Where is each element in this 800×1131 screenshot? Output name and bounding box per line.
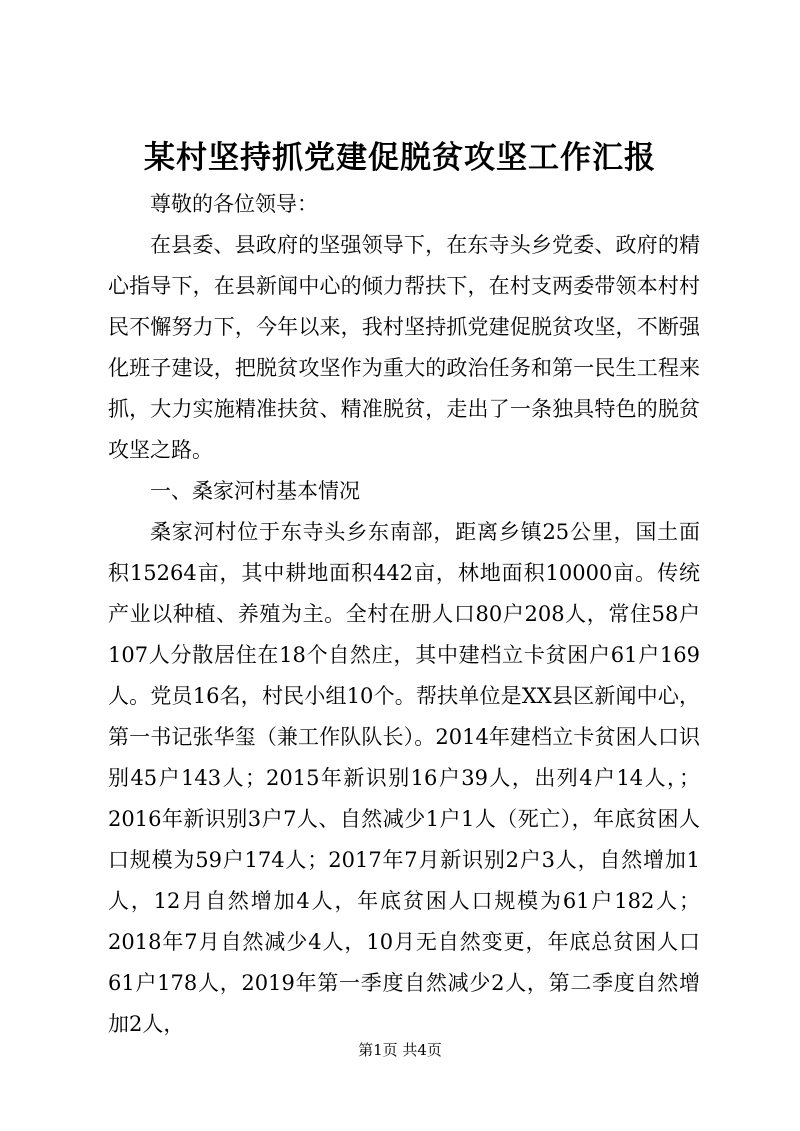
village-info-paragraph: 桑家河村位于东寺头乡东南部，距离乡镇25公里，国土面积15264亩，其中耕地面积442亩，林地面积10000亩。传统产业以种植、养殖为主。全村在册人口80户208人，常住58户107人分散居住在18个自然庄，其中建档立卡贫困户61户169人。党员16名，村民小组10个。帮扶单位是XX县区新闻中心，第一书记张华玺（兼工作队队长）。2014年建档立卡贫困人口识别45户143人；2015年新识别16户39人，出列4户14人，；2016年新识别3户7人、自然减少1户1人（死亡），年底贫困人口规模为59户174人；2017年7月新识别2户3人，自然增加1人，12月自然增加4人，年底贫困人口规模为61户182人；2018年7月自然减少4人，10月无自然变更，年底总贫困人口61户178人，2019年第一季度自然减少2人，第二季度自然增加2人， — [108, 520, 700, 1036]
page-number: 第1页 共4页 — [358, 1041, 442, 1059]
salutation: 尊敬的各位领导： — [150, 192, 318, 216]
intro-paragraph: 在县委、县政府的坚强领导下，在东寺头乡党委、政府的精心指导下，在县新闻中心的倾力帮扶下，在村支两委带领本村村民不懈努力下，今年以来，我村坚持抓党建促脱贫攻坚，不断强化班子建设，把脱贫攻坚作为重大的政治任务和第一民生工程来抓，大力实施精准扶贫、精准脱贫，走出了一条独具特色的脱贫攻坚之路。 — [108, 233, 700, 462]
section-heading-1: 一、桑家河村基本情况 — [150, 479, 360, 503]
document-title: 某村坚持抓党建促脱贫攻坚工作汇报 — [144, 140, 656, 176]
document-body — [108, 184, 700, 1045]
